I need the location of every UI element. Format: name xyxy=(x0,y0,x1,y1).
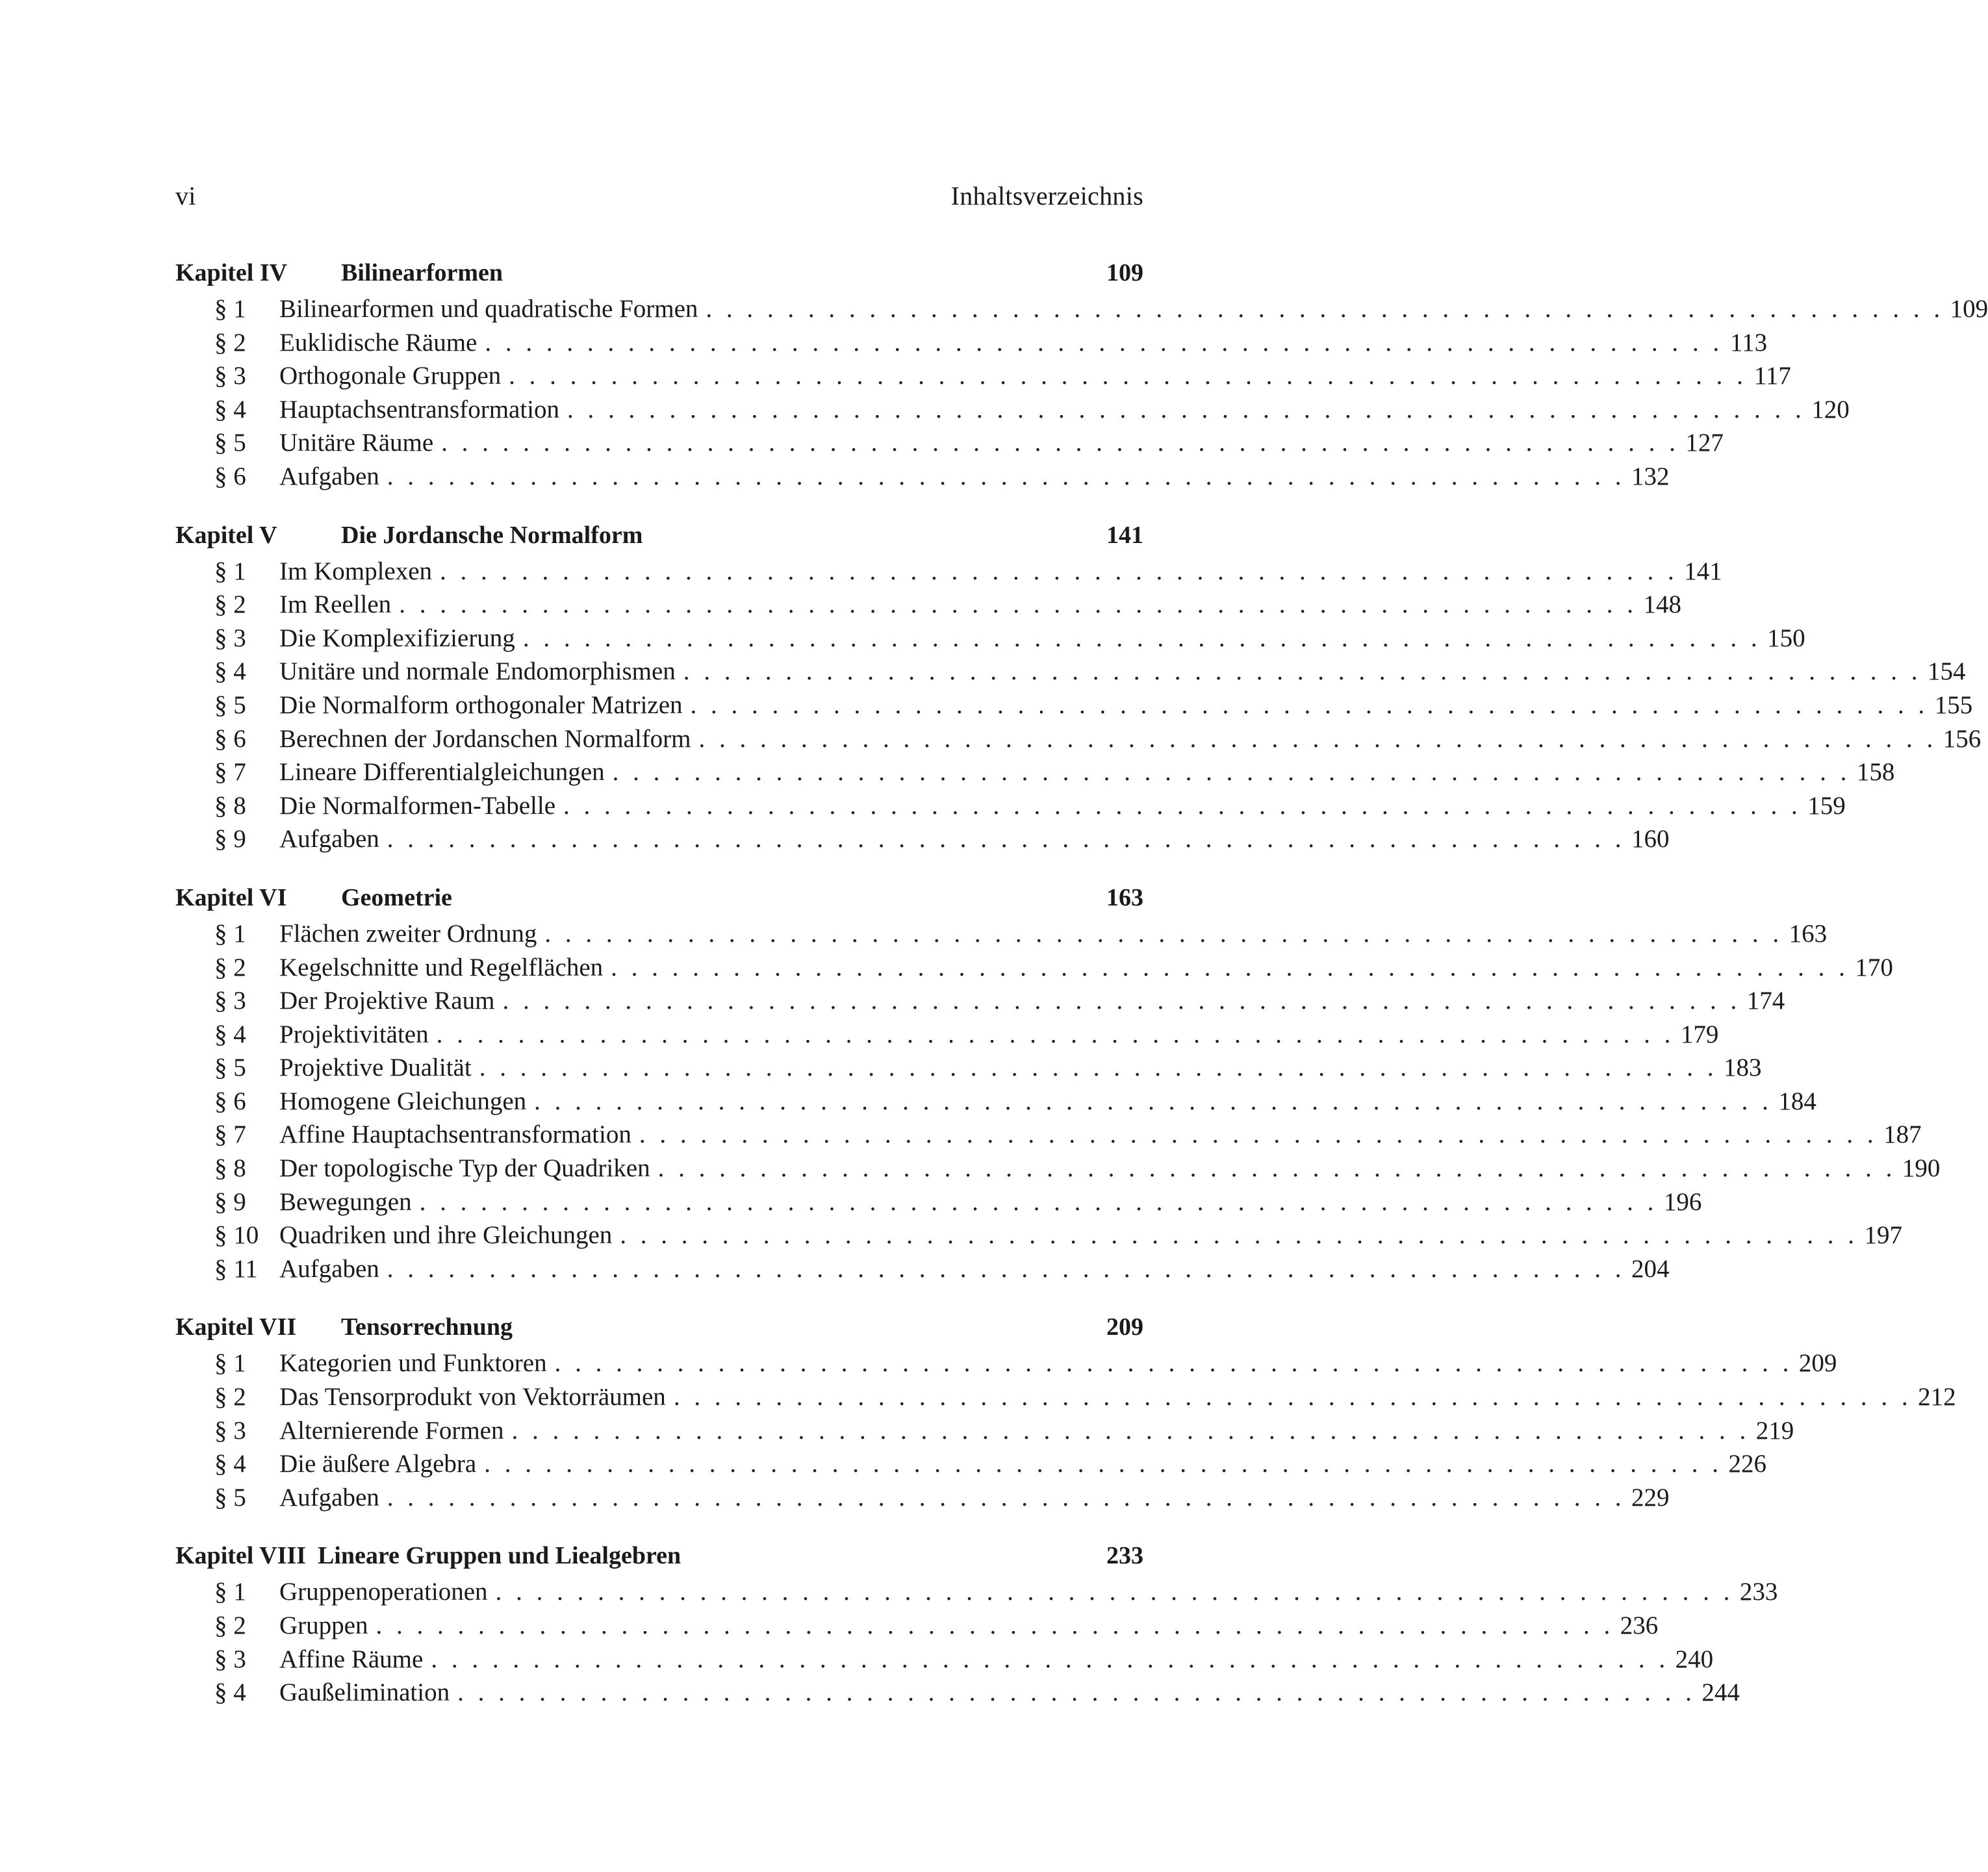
toc-entry[interactable] xyxy=(175,426,1724,460)
toc-entry[interactable] xyxy=(175,1676,1740,1710)
chapter-block xyxy=(175,883,1941,1286)
toc-entry[interactable] xyxy=(175,359,1791,393)
section-number: § 1 xyxy=(214,1349,246,1378)
chapter-page-number: 141 xyxy=(1106,521,1143,549)
section-page-number: 127 xyxy=(1685,429,1724,457)
section-page-number: 109 xyxy=(1950,295,1988,323)
section-title: Das Tensorprodukt von Vektorräumen xyxy=(279,1383,666,1411)
dot-leader xyxy=(537,917,1785,951)
dot-leader xyxy=(547,1347,1796,1380)
section-page-number: 113 xyxy=(1730,328,1768,357)
section-number: § 3 xyxy=(214,987,246,1015)
section-title: Gruppen xyxy=(279,1612,368,1639)
section-number: § 2 xyxy=(214,953,246,981)
section-page-number: 229 xyxy=(1631,1483,1670,1512)
chapter-heading[interactable] xyxy=(175,259,1143,292)
section-page-number: 141 xyxy=(1684,557,1722,585)
chapter-title: Bilinearformen xyxy=(341,259,503,286)
toc-entry[interactable] xyxy=(175,755,1895,789)
section-number: § 1 xyxy=(214,919,246,948)
section-page-number: 209 xyxy=(1798,1349,1837,1378)
section-page-number: 236 xyxy=(1620,1612,1659,1639)
section-title: Alternierende Formen xyxy=(279,1416,504,1445)
section-page-number: 190 xyxy=(1902,1154,1941,1183)
toc-entry[interactable] xyxy=(175,1185,1702,1219)
section-title: Kegelschnitte und Regelflächen xyxy=(279,953,604,981)
section-number: § 4 xyxy=(214,1020,246,1048)
section-number: § 4 xyxy=(214,1678,246,1707)
section-number: § 1 xyxy=(214,295,246,323)
section-number: § 3 xyxy=(214,362,246,390)
section-number: § 1 xyxy=(214,1578,246,1606)
toc-entry[interactable] xyxy=(175,555,1722,588)
section-number: § 10 xyxy=(214,1221,259,1250)
section-page-number: 132 xyxy=(1631,462,1670,490)
section-title: Hauptachsentransformation xyxy=(279,395,560,424)
chapter-page-number: 209 xyxy=(1106,1313,1143,1341)
dot-leader xyxy=(488,1575,1737,1609)
chapter-heading[interactable] xyxy=(175,1313,1143,1347)
dot-leader xyxy=(559,393,1808,427)
dot-leader xyxy=(683,689,1931,722)
section-title: Gruppenoperationen xyxy=(279,1578,488,1606)
dot-leader xyxy=(650,1152,1899,1185)
section-title: Aufgaben xyxy=(279,1483,379,1512)
dot-leader xyxy=(666,1380,1915,1414)
section-page-number: 197 xyxy=(1864,1221,1903,1250)
section-number: § 9 xyxy=(214,1187,246,1216)
dot-leader xyxy=(494,984,1743,1018)
section-title: Unitäre und normale Endomorphismen xyxy=(279,657,676,686)
section-title: Berechnen der Jordanschen Normalform xyxy=(279,724,691,753)
section-number: § 8 xyxy=(214,1154,246,1183)
toc-entry[interactable] xyxy=(175,984,1785,1018)
dot-leader xyxy=(412,1185,1661,1219)
section-page-number: 163 xyxy=(1789,919,1828,948)
dot-leader xyxy=(555,789,1804,823)
toc-entry[interactable] xyxy=(175,393,1850,427)
section-number: § 5 xyxy=(214,1054,246,1082)
section-title: Die äußere Algebra xyxy=(279,1450,477,1478)
section-page-number: 120 xyxy=(1811,395,1850,424)
toc-entry[interactable] xyxy=(175,789,1846,823)
section-number: § 3 xyxy=(214,624,246,652)
section-page-number: 179 xyxy=(1680,1020,1719,1048)
chapter-heading[interactable] xyxy=(175,521,1143,555)
section-title: Orthogonale Gruppen xyxy=(279,362,502,390)
dot-leader xyxy=(429,1018,1677,1052)
toc-entry[interactable] xyxy=(175,655,1966,689)
running-head xyxy=(175,181,1143,213)
chapter-label: Kapitel IV xyxy=(175,259,288,286)
section-title: Bilinearformen und quadratische Formen xyxy=(279,295,698,323)
toc-entry[interactable] xyxy=(175,1347,1837,1380)
dot-leader xyxy=(477,326,1726,360)
toc-entry[interactable] xyxy=(175,460,1670,494)
dot-leader xyxy=(631,1118,1880,1152)
dot-leader xyxy=(691,722,1940,756)
toc-entry[interactable] xyxy=(175,1575,1778,1609)
toc-entry[interactable] xyxy=(175,292,1988,326)
section-title: Bewegungen xyxy=(279,1187,412,1216)
section-page-number: 155 xyxy=(1934,690,1973,719)
chapter-heading[interactable] xyxy=(175,1541,1143,1575)
section-page-number: 233 xyxy=(1739,1578,1778,1606)
toc-entry[interactable] xyxy=(175,1414,1794,1448)
chapter-label: Kapitel VIII xyxy=(175,1542,306,1570)
chapter-block xyxy=(175,1541,1778,1709)
section-page-number: 159 xyxy=(1807,791,1846,820)
dot-leader xyxy=(450,1676,1698,1710)
section-page-number: 204 xyxy=(1631,1254,1670,1283)
dot-leader xyxy=(423,1643,1672,1676)
chapter-page-number: 233 xyxy=(1106,1542,1143,1570)
section-page-number: 183 xyxy=(1723,1054,1762,1082)
section-title: Kategorien und Funktoren xyxy=(279,1349,547,1378)
section-number: § 5 xyxy=(214,429,246,457)
section-page-number: 117 xyxy=(1753,362,1791,390)
dot-leader xyxy=(379,1252,1628,1286)
toc-entry[interactable] xyxy=(175,1118,1922,1152)
toc-entry[interactable] xyxy=(175,326,1768,360)
section-title: Der Projektive Raum xyxy=(279,987,495,1015)
section-page-number: 212 xyxy=(1918,1383,1956,1411)
section-title: Die Normalformen-Tabelle xyxy=(279,791,556,820)
toc-entry[interactable] xyxy=(175,1152,1941,1185)
toc-entry[interactable] xyxy=(175,588,1681,622)
section-number: § 4 xyxy=(214,657,246,686)
section-title: Aufgaben xyxy=(279,462,379,490)
dot-leader xyxy=(368,1609,1616,1643)
section-page-number: 184 xyxy=(1778,1087,1816,1115)
section-number: § 11 xyxy=(214,1254,258,1283)
chapter-title: Geometrie xyxy=(341,883,452,911)
toc-entry[interactable] xyxy=(175,722,1982,756)
section-title: Die Normalform orthogonaler Matrizen xyxy=(279,690,683,719)
section-title: Affine Räume xyxy=(279,1645,424,1673)
toc-entry[interactable] xyxy=(175,689,1973,722)
section-title: Homogene Gleichungen xyxy=(279,1087,527,1115)
dot-leader xyxy=(472,1051,1720,1085)
section-page-number: 174 xyxy=(1746,987,1785,1015)
toc-entry[interactable] xyxy=(175,622,1805,655)
section-title: Quadriken und ihre Gleichungen xyxy=(279,1221,613,1250)
section-page-number: 219 xyxy=(1755,1416,1794,1445)
section-page-number: 156 xyxy=(1943,724,1982,753)
toc-entry[interactable] xyxy=(175,1481,1670,1515)
section-number: § 2 xyxy=(214,590,246,619)
section-title: Im Komplexen xyxy=(279,557,433,585)
toc-entry[interactable] xyxy=(175,1252,1670,1286)
chapter-page-number: 163 xyxy=(1106,883,1143,911)
section-number: § 7 xyxy=(214,1120,246,1149)
section-number: § 4 xyxy=(214,395,246,424)
toc-entry[interactable] xyxy=(175,951,1893,985)
section-title: Flächen zweiter Ordnung xyxy=(279,919,537,948)
section-number: § 9 xyxy=(214,825,246,854)
section-page-number: 187 xyxy=(1883,1120,1922,1149)
toc-entry[interactable] xyxy=(175,1609,1659,1643)
chapter-block xyxy=(175,521,1982,856)
section-title: Projektive Dualität xyxy=(279,1054,472,1082)
section-title: Gaußelimination xyxy=(279,1678,450,1707)
section-number: § 6 xyxy=(214,724,246,753)
section-page-number: 148 xyxy=(1643,590,1681,619)
section-number: § 2 xyxy=(214,1383,246,1411)
section-page-number: 226 xyxy=(1728,1450,1766,1478)
dot-leader xyxy=(379,822,1628,856)
section-number: § 8 xyxy=(214,791,246,820)
dot-leader xyxy=(698,292,1946,326)
chapter-page-number: 109 xyxy=(1106,259,1143,286)
toc-entry[interactable] xyxy=(175,917,1828,951)
toc-entry[interactable] xyxy=(175,1085,1816,1119)
dot-leader xyxy=(391,588,1640,622)
running-title: Inhaltsverzeichnis xyxy=(950,181,1143,210)
page-number: vi xyxy=(175,181,196,210)
section-number: § 5 xyxy=(214,1483,246,1512)
table-of-contents xyxy=(175,259,1988,1737)
chapter-title: Die Jordansche Normalform xyxy=(341,521,643,549)
chapter-block xyxy=(175,1313,1956,1514)
section-title: Aufgaben xyxy=(279,1254,379,1283)
dot-leader xyxy=(379,1481,1628,1515)
section-title: Die Komplexifizierung xyxy=(279,624,515,652)
section-page-number: 170 xyxy=(1855,953,1893,981)
section-title: Unitäre Räume xyxy=(279,429,434,457)
dot-leader xyxy=(501,359,1750,393)
section-page-number: 154 xyxy=(1928,657,1966,686)
section-page-number: 244 xyxy=(1701,1678,1740,1707)
section-number: § 1 xyxy=(214,557,246,585)
chapter-title: Tensorrechnung xyxy=(341,1313,513,1341)
dot-leader xyxy=(432,555,1681,588)
section-number: § 3 xyxy=(214,1645,246,1673)
dot-leader xyxy=(433,426,1682,460)
dot-leader xyxy=(605,755,1854,789)
section-page-number: 196 xyxy=(1663,1187,1702,1216)
section-page-number: 240 xyxy=(1675,1645,1714,1673)
section-page-number: 150 xyxy=(1767,624,1805,652)
section-number: § 6 xyxy=(214,1087,246,1115)
chapter-label: Kapitel V xyxy=(175,521,277,549)
section-number: § 6 xyxy=(214,462,246,490)
dot-leader xyxy=(612,1219,1861,1252)
section-title: Euklidische Räume xyxy=(279,328,478,357)
chapter-label: Kapitel VII xyxy=(175,1313,297,1341)
dot-leader xyxy=(476,1447,1725,1481)
section-page-number: 158 xyxy=(1856,758,1895,787)
section-title: Der topologische Typ der Quadriken xyxy=(279,1154,650,1183)
dot-leader xyxy=(676,655,1924,689)
section-title: Im Reellen xyxy=(279,590,392,619)
section-number: § 7 xyxy=(214,758,246,787)
toc-entry[interactable] xyxy=(175,1380,1956,1414)
section-number: § 4 xyxy=(214,1450,246,1478)
toc-entry[interactable] xyxy=(175,1643,1714,1676)
section-title: Lineare Differentialgleichungen xyxy=(279,758,605,787)
toc-entry[interactable] xyxy=(175,1447,1766,1481)
chapter-heading[interactable] xyxy=(175,883,1143,917)
toc-entry[interactable] xyxy=(175,822,1670,856)
dot-leader xyxy=(515,622,1764,655)
dot-leader xyxy=(603,951,1852,985)
toc-entry[interactable] xyxy=(175,1051,1762,1085)
chapter-label: Kapitel VI xyxy=(175,883,287,911)
section-title: Affine Hauptachsentransformation xyxy=(279,1120,631,1149)
chapter-block xyxy=(175,259,1988,494)
toc-entry[interactable] xyxy=(175,1018,1719,1052)
dot-leader xyxy=(379,460,1628,494)
toc-entry[interactable] xyxy=(175,1219,1903,1252)
section-number: § 2 xyxy=(214,1612,246,1639)
section-number: § 2 xyxy=(214,328,246,357)
section-number: § 5 xyxy=(214,690,246,719)
section-number: § 3 xyxy=(214,1416,246,1445)
section-title: Projektivitäten xyxy=(279,1020,429,1048)
section-page-number: 160 xyxy=(1631,825,1670,854)
dot-leader xyxy=(526,1085,1775,1119)
dot-leader xyxy=(503,1414,1752,1448)
section-title: Aufgaben xyxy=(279,825,379,854)
chapter-title: Lineare Gruppen und Liealgebren xyxy=(317,1542,682,1570)
